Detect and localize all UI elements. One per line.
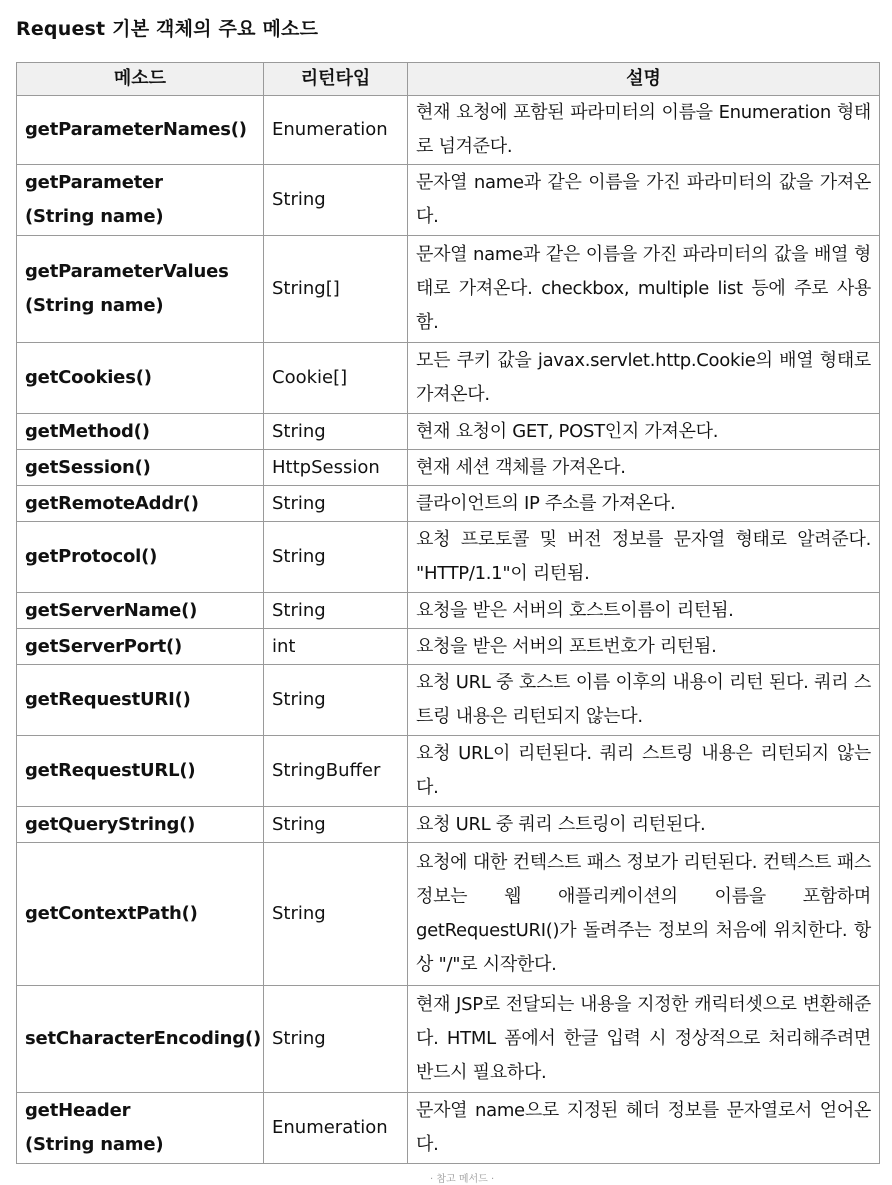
table-row <box>17 629 880 665</box>
method-description: 현재 세션 객체를 가져온다. <box>408 450 880 486</box>
method-name: getServerPort() <box>17 629 264 665</box>
page-title: Request 기본 객체의 주요 메소드 <box>16 18 319 40</box>
method-description: 요청을 받은 서버의 호스트이름이 리턴됨. <box>408 593 880 629</box>
method-name: getCookies() <box>17 343 264 414</box>
table-row <box>17 736 880 807</box>
method-description: 클라이언트의 IP 주소를 가져온다. <box>408 486 880 522</box>
return-type: HttpSession <box>264 450 408 486</box>
method-description: 요청 URL 중 호스트 이름 이후의 내용이 리턴 된다. 쿼리 스트링 내용은 리턴되지 않는다. <box>408 665 880 736</box>
method-name: getRequestURI() <box>17 665 264 736</box>
table-row <box>17 450 880 486</box>
footer-caption: · 참고 메서드 · <box>430 1174 495 1185</box>
table-row <box>17 96 880 165</box>
return-type: Cookie[] <box>264 343 408 414</box>
table-row <box>17 522 880 593</box>
table-row <box>17 986 880 1093</box>
method-description: 문자열 name으로 지정된 헤더 정보를 문자열로서 얻어온다. <box>408 1093 880 1164</box>
table-row <box>17 843 880 986</box>
method-name: getHeader (String name) <box>17 1093 264 1164</box>
method-name: setCharacterEncoding() <box>17 986 264 1093</box>
return-type: String <box>264 522 408 593</box>
method-name: getMethod() <box>17 414 264 450</box>
table-header-row <box>17 63 880 96</box>
return-type: Enumeration <box>264 96 408 165</box>
method-name: getQueryString() <box>17 807 264 843</box>
header-return-type: 리턴타입 <box>264 63 408 96</box>
method-name: getSession() <box>17 450 264 486</box>
table-row <box>17 414 880 450</box>
method-description: 현재 JSP로 전달되는 내용을 지정한 캐릭터셋으로 변환해준다. HTML 폼에서 한글 입력 시 정상적으로 처리해주려면 반드시 필요하다. <box>408 986 880 1093</box>
return-type: Enumeration <box>264 1093 408 1164</box>
table-row <box>17 236 880 343</box>
method-description: 문자열 name과 같은 이름을 가진 파라미터의 값을 가져온다. <box>408 165 880 236</box>
return-type: String <box>264 486 408 522</box>
method-name: getParameterNames() <box>17 96 264 165</box>
method-name: getParameterValues (String name) <box>17 236 264 343</box>
return-type: String <box>264 807 408 843</box>
method-name: getRemoteAddr() <box>17 486 264 522</box>
header-method: 메소드 <box>17 63 264 96</box>
return-type: String <box>264 165 408 236</box>
method-name: getParameter (String name) <box>17 165 264 236</box>
method-name: getServerName() <box>17 593 264 629</box>
method-description: 문자열 name과 같은 이름을 가진 파라미터의 값을 배열 형태로 가져온다. checkbox, multiple list 등에 주로 사용함. <box>408 236 880 343</box>
table-row <box>17 486 880 522</box>
return-type: String <box>264 593 408 629</box>
method-description: 요청 URL 중 쿼리 스트링이 리턴된다. <box>408 807 880 843</box>
method-description: 요청을 받은 서버의 포트번호가 리턴됨. <box>408 629 880 665</box>
return-type: int <box>264 629 408 665</box>
return-type: String <box>264 665 408 736</box>
methods-table <box>16 62 880 1164</box>
table-row <box>17 343 880 414</box>
return-type: String[] <box>264 236 408 343</box>
table-row <box>17 1093 880 1164</box>
method-description: 현재 요청이 GET, POST인지 가져온다. <box>408 414 880 450</box>
table-row <box>17 665 880 736</box>
method-description: 요청 URL이 리턴된다. 쿼리 스트링 내용은 리턴되지 않는다. <box>408 736 880 807</box>
header-description: 설명 <box>408 63 880 96</box>
method-description: 요청에 대한 컨텍스트 패스 정보가 리턴된다. 컨텍스트 패스 정보는 웹 애플리케이션의 이름을 포함하며 getRequestURI()가 돌려주는 정보의 처음에 위치한다. 항상 "/"로 시작한다. <box>408 843 880 986</box>
return-type: String <box>264 843 408 986</box>
method-name: getProtocol() <box>17 522 264 593</box>
method-description: 요청 프로토콜 및 버전 정보를 문자열 형태로 알려준다. "HTTP/1.1"이 리턴됨. <box>408 522 880 593</box>
table-row <box>17 165 880 236</box>
method-description: 현재 요청에 포함된 파라미터의 이름을 Enumeration 형태로 넘겨준다. <box>408 96 880 165</box>
method-name: getRequestURL() <box>17 736 264 807</box>
table-row <box>17 593 880 629</box>
return-type: String <box>264 986 408 1093</box>
table-row <box>17 807 880 843</box>
return-type: String <box>264 414 408 450</box>
method-description: 모든 쿠키 값을 javax.servlet.http.Cookie의 배열 형태로 가져온다. <box>408 343 880 414</box>
method-name: getContextPath() <box>17 843 264 986</box>
return-type: StringBuffer <box>264 736 408 807</box>
